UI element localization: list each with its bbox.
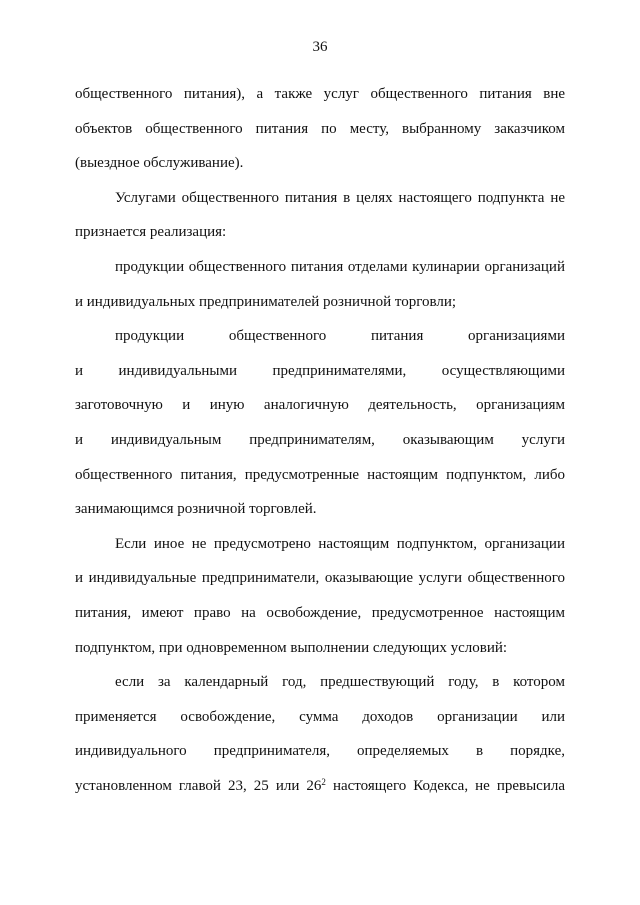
text-line	[75, 354, 565, 389]
word: осуществляющими	[441, 362, 565, 379]
word: организации	[437, 708, 518, 725]
word: оказывающим	[402, 431, 494, 448]
word: в	[475, 743, 484, 760]
word: услуги	[521, 431, 565, 448]
word: предпринимателям,	[249, 431, 375, 448]
word: определяемых	[357, 743, 449, 760]
text-line: (выездное обслуживание).	[75, 155, 244, 172]
text-line: признается реализация:	[75, 224, 227, 241]
text-line: питания, имеют право на освобождение, предусмотренное настоящим	[75, 604, 565, 621]
text-line: подпунктом, при одновременном выполнении следующих условий:	[75, 639, 508, 656]
word: и	[75, 362, 84, 379]
word: сумма	[299, 708, 339, 725]
word: общественного	[228, 328, 327, 345]
text-fragment: настоящего Кодекса, не превысила	[325, 777, 565, 794]
word: применяется	[75, 708, 157, 725]
word: организациям	[476, 397, 565, 414]
paragraph-6	[75, 665, 565, 803]
paragraph-3	[75, 250, 565, 319]
word: деятельность,	[368, 397, 457, 414]
word: индивидуальным	[110, 431, 222, 448]
text-line: и индивидуальных предпринимателей розничной торговли;	[75, 293, 457, 310]
text-line	[75, 769, 565, 804]
word: организациями	[468, 328, 565, 345]
document-body	[75, 77, 565, 803]
word: аналогичную	[263, 397, 349, 414]
word: индивидуальными	[118, 362, 238, 379]
text-line	[75, 388, 565, 423]
paragraph-5	[75, 527, 565, 665]
word: продукции	[115, 328, 185, 345]
paragraph-2	[75, 181, 565, 250]
word: или	[541, 708, 565, 725]
word: и	[182, 397, 191, 414]
text-line: общественного питания, предусмотренные настоящим подпунктом, либо	[75, 466, 565, 483]
text-line	[75, 423, 565, 458]
word: доходов	[362, 708, 414, 725]
paragraph-1	[75, 77, 565, 181]
text-line: Услугами общественного питания в целях настоящего подпункта не	[115, 189, 565, 206]
word: питания	[370, 328, 424, 345]
text-line	[75, 319, 565, 354]
page-number: 36	[312, 39, 328, 55]
word: предпринимателя,	[213, 743, 330, 760]
word: освобождение,	[180, 708, 276, 725]
word: иную	[209, 397, 245, 414]
word: заготовочную	[75, 397, 163, 414]
text-fragment: установленном главой 23, 25 или 26	[75, 777, 322, 794]
text-line: продукции общественного питания отделами кулинарии организаций	[115, 258, 565, 275]
word: и	[75, 431, 84, 448]
text-line: общественного питания), а также услуг общественного питания вне	[75, 86, 565, 102]
text-line: объектов общественного питания по месту, выбранному заказчиком	[75, 120, 565, 137]
text-line	[75, 700, 565, 735]
text-line	[75, 734, 565, 769]
superscript: 2	[321, 776, 326, 787]
text-line: и индивидуальные предприниматели, оказывающие услуги общественного	[75, 570, 565, 587]
text-line: если за календарный год, предшествующий году, в котором	[115, 674, 565, 691]
text-line: Если иное не предусмотрено настоящим подпунктом, организации	[115, 535, 565, 552]
word: порядке,	[510, 743, 565, 760]
text-line: занимающимся розничной торговлей.	[75, 501, 317, 518]
word: индивидуального	[75, 743, 187, 760]
word: предпринимателями,	[272, 362, 407, 379]
paragraph-4	[75, 319, 565, 527]
